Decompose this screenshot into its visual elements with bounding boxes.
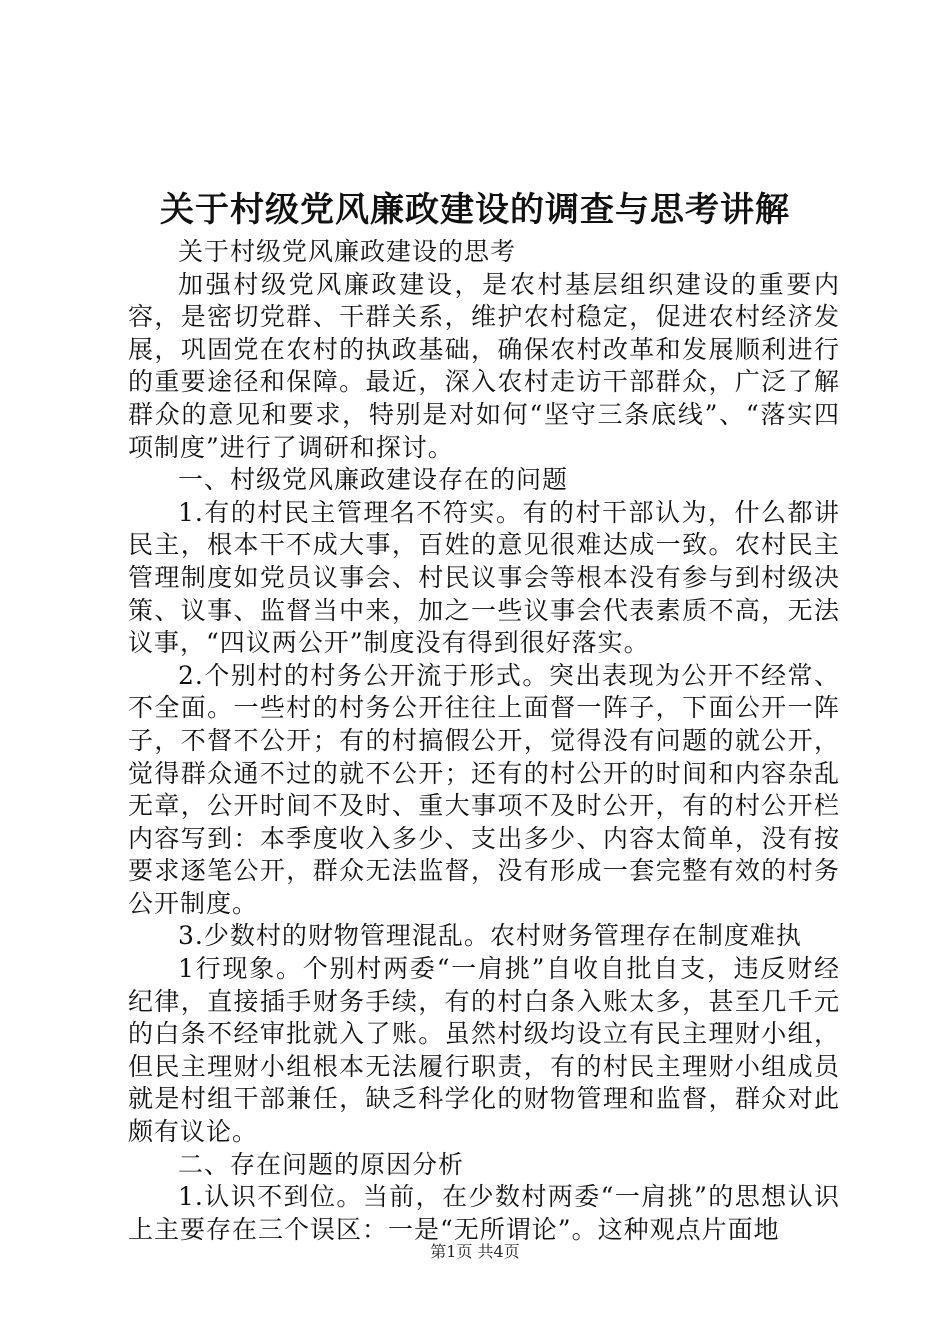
section-heading: 关于村级党风廉政建设的思考 (178, 237, 517, 266)
body-paragraph: 1.认识不到位。当前，在少数村两委“一肩挑”的思想认识上主要存在三个误区：一是“无所谓论”。这种观点片面地 (128, 1182, 840, 1244)
document-body (128, 236, 840, 1246)
section-heading: 二、存在问题的原因分析 (178, 1149, 465, 1179)
body-paragraph: 2.个别村的村务公开流于形式。突出表现为公开不经常、不全面。一些村的村务公开往往上面督一阵子，下面公开一阵子，不督不公开；有的村搞假公开，觉得没有问题的就公开，觉得群众通不过的就不公开；还有的村公开的时间和内容杂乱无章，公开时间不及时、重大事项不及时公开，有的村公开栏内容写到：本季度收入多少、支出多少、内容太简单，没有按要求逐笔公开，群众无法监督，没有形成一套完整有效的村务公开制度。 (128, 660, 840, 918)
body-paragraph: 1行现象。个别村两委“一肩挑”自收自批自支，违反财经纪律，直接插手财务手续，有的村白条入账太多，甚至几千元的白条不经审批就入了账。虽然村级均设立有民主理财小组，但民主理财小组根本无法履行职责，有的村民主理财小组成员就是村组干部兼任，缺乏科学化的财物管理和监督，群众对此颇有议论。 (128, 954, 840, 1147)
body-paragraph: 1.有的村民主管理名不符实。有的村干部认为，什么都讲民主，根本干不成大事，百姓的意见很难达成一致。农村民主管理制度如党员议事会、村民议事会等根本没有参与到村级决策、议事、监督当中来，加之一些议事会代表素质不高，无法议事，“四议两公开”制度没有得到很好落实。 (128, 497, 840, 658)
page-footer: 第1页 共4页 (430, 1242, 520, 1261)
document-title: 关于村级党风廉政建设的调查与思考讲解 (160, 190, 790, 230)
body-paragraph: 3.少数村的财物管理混乱。农村财务管理存在制度难执 (178, 921, 802, 951)
section-heading: 一、村级党风廉政建设存在的问题 (178, 465, 569, 495)
body-paragraph: 加强村级党风廉政建设，是农村基层组织建设的重要内容，是密切党群、干群关系，维护农村稳定，促进农村经济发展，巩固党在农村的执政基础，确保农村改革和发展顺利进行的重要途径和保障。最近，深入农村走访干部群众，广泛了解群众的意见和要求，特别是对如何“坚守三条底线”、“落实四项制度”进行了调研和探讨。 (128, 269, 840, 462)
